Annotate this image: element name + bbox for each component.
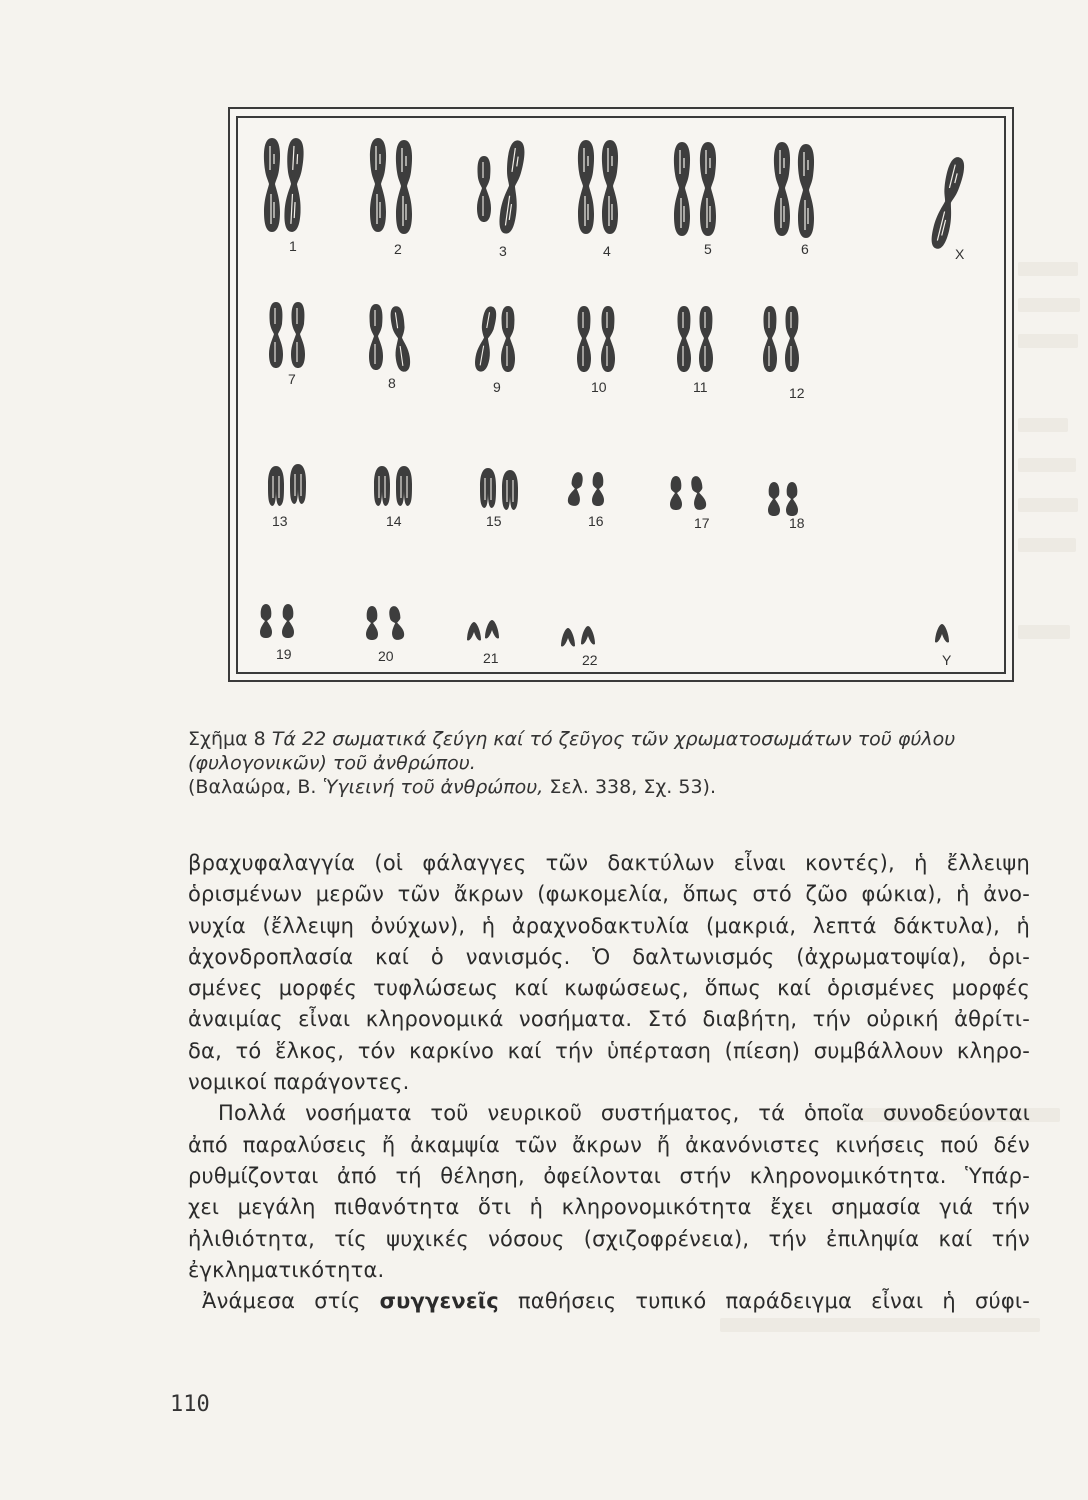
body-line: δα, τό ἕλκος, τόν καρκίνο καί τήν ὑπέρταση (πίεση) συμβάλλουν κληρο- [188,1038,1030,1063]
label-21: 21 [483,650,499,666]
bleed-through [1018,538,1076,552]
chromosome-pair-2 [370,138,412,234]
chromosome-pair-19 [260,604,294,638]
chromosome-pair-16 [567,471,604,507]
karyotype-figure [236,116,1006,674]
label-y: Y [942,652,952,668]
bleed-through [1018,334,1078,348]
label-22: 22 [582,652,598,668]
body-line [188,1286,1030,1317]
chromosome-pair-17 [670,475,707,511]
bleed-through [1018,262,1078,276]
label-16: 16 [588,513,604,529]
body-line: χει μεγάλη πιθανότητα ὅτι ἡ κληρονομικότητα ἔχει σημασία γιά τήν [188,1195,1030,1220]
caption-line-1 [188,727,1048,751]
chromosome-pair-21 [467,620,499,641]
chromosome-pair-8 [369,304,412,373]
label-7: 7 [288,371,296,387]
body-line: νομικοί παράγοντες. [188,1070,410,1095]
label-19: 19 [276,646,292,662]
chromosome-pair-11 [677,306,713,372]
body-line: ἀναιμίας εἶναι κληρονομικά νοσήματα. Στό διαβήτη, τήν οὐρική ἀθρίτι- [188,1007,1030,1032]
body-line: σμένες μορφές τυφλώσεως καί κωφώσεως, ὅπως καί ὁρισμένες μορφές [188,976,1030,1001]
label-8: 8 [388,375,396,391]
caption-source-page: Σελ. 338, Σχ. 53). [549,776,717,798]
body-line: ἀχονδροπλασία καί ὁ νανισμός. Ὁ δαλτωνισμός (ἀχρωματοψία), ὁρι- [188,944,1030,969]
label-4: 4 [603,243,611,259]
chromosome-pair-13 [268,464,306,506]
chromosome-pair-10 [577,306,615,372]
label-3: 3 [499,243,507,259]
chromosome-pair-4 [578,140,618,234]
label-2: 2 [394,241,402,257]
label-5: 5 [704,241,712,257]
caption-source-author: (Βαλαώρα, Β. [188,776,317,798]
body-text-run: παθήσεις τυπικό παράδειγμα εἶναι ἡ σύφι- [517,1289,1030,1314]
figure-caption [188,727,1048,799]
body-line: ρυθμίζονται ἀπό τή θέληση, ὀφείλονται στήν κληρονομικότητα. Ὑπάρ- [188,1163,1030,1188]
body-line: ἀπό παραλύσεις ἤ ἀκαμψία τῶν ἄκρων ἤ ἀκανόνιστες κινήσεις πού δέν [188,1132,1030,1157]
chromosome-pair-12 [763,306,799,372]
label-18: 18 [789,515,805,531]
chromosome-pair-9 [473,305,515,372]
label-6: 6 [801,241,809,257]
label-17: 17 [694,515,710,531]
chromosome-pair-7 [269,302,305,368]
label-x: X [955,246,965,262]
caption-line-2 [188,751,1048,775]
bleed-through [1018,418,1068,432]
body-text [188,848,1030,1317]
label-1: 1 [289,238,297,254]
chromosome-pair-3 [477,139,526,234]
bleed-through [1018,625,1070,639]
caption-title-2: (φυλογονικῶν) τοῦ ἀνθρώπου. [188,752,476,774]
chromosome-pair-15 [480,468,518,510]
body-line: βραχυφαλαγγία (οἱ φάλαγγες τῶν δακτύλων εἶναι κοντές), ἡ ἔλλειψη [188,851,1030,875]
body-line: ἠλιθιότητα, τίς ψυχικές νόσους (σχιζοφρένεια), τήν ἐπιληψία καί τήν [188,1226,1030,1251]
caption-source [188,775,1048,799]
body-line: ὁρισμένων μερῶν τῶν ἄκρων (φωκομελία, ὅπως στό ζῶο φώκια), ἡ ἀνο- [188,882,1030,907]
label-13: 13 [272,513,288,529]
bleed-through [1018,498,1078,512]
chromosome-x [929,155,967,250]
body-text-run: Ἀνάμεσα στίς [202,1289,361,1314]
chromosome-pair-1 [264,138,305,233]
chromosome-pair-6 [774,142,814,238]
body-line: νυχία (ἔλλειψη ὀνύχων), ἡ ἀραχνοδακτυλία (μακριά, λεπτά δάκτυλα), ἡ [188,913,1030,938]
label-12: 12 [789,385,805,401]
label-15: 15 [486,513,502,529]
caption-title-1: Τά 22 σωματικά ζεύγη καί τό ζεῦγος τῶν χρωματοσωμάτων τοῦ φύλου [271,728,956,750]
chromosome-pair-14 [374,466,412,506]
label-20: 20 [378,648,394,664]
body-line: Πολλά νοσήματα τοῦ νευρικοῦ συστήματος, τά ὁποῖα συνοδεύονται [218,1101,1030,1126]
chromosome-pair-18 [768,482,798,516]
chromosome-y [935,624,949,643]
bold-term: συγγενεῖς [379,1289,499,1314]
chromosome-pair-20 [366,605,405,641]
bleed-through [1018,298,1080,312]
page-number: 110 [170,1392,210,1417]
chromosome-pair-5 [674,142,716,236]
label-9: 9 [493,379,501,395]
caption-source-title: Ὑγιεινή τοῦ ἀνθρώπου, [322,776,544,798]
chromosome-pair-22 [561,626,595,647]
label-11: 11 [693,379,708,395]
bleed-through [720,1318,1040,1332]
bleed-through [1018,458,1076,472]
caption-prefix: Σχῆμα 8 [188,728,266,750]
label-14: 14 [386,513,402,529]
body-line: ἐγκληματικότητα. [188,1257,385,1282]
label-10: 10 [591,379,607,395]
